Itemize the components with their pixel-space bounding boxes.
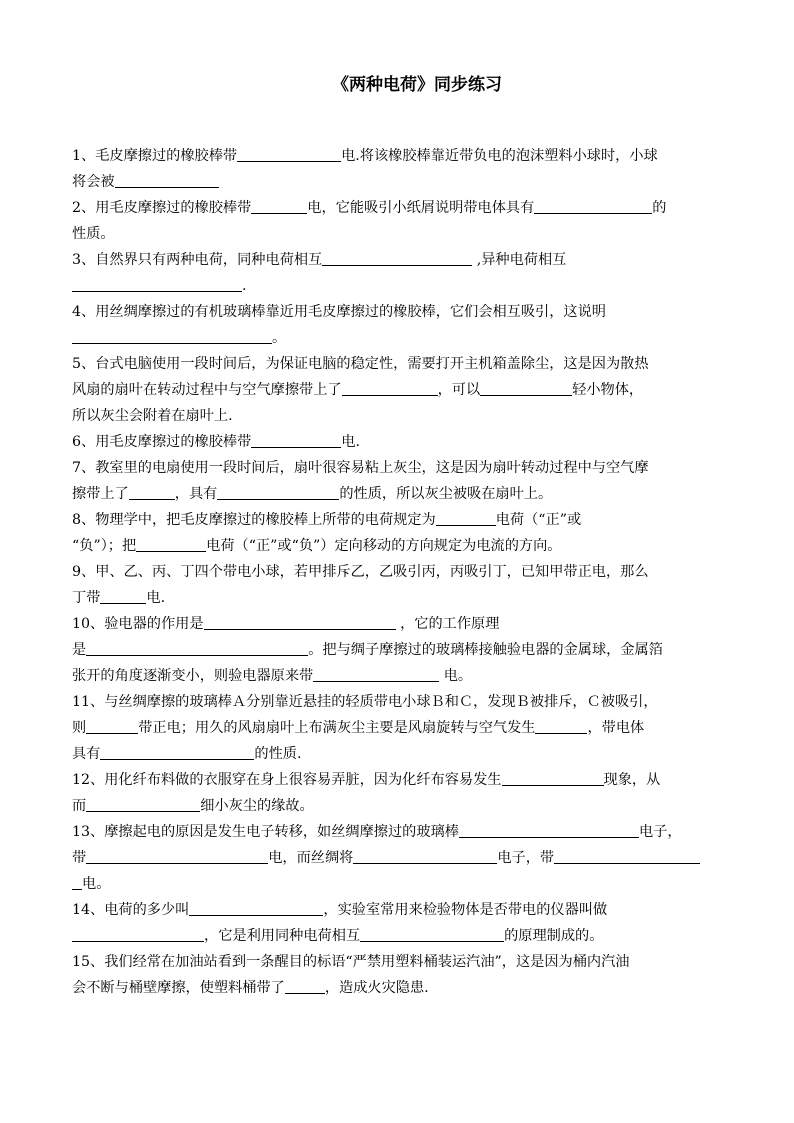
question-5	[72, 351, 738, 429]
answer-blank[interactable]	[285, 978, 325, 994]
question-line	[72, 429, 738, 455]
answer-blank[interactable]	[86, 848, 268, 864]
answer-blank[interactable]	[436, 510, 496, 526]
question-line	[72, 715, 738, 741]
question-text: 会不断与桶壁摩擦，使塑料桶带了	[72, 980, 285, 996]
question-text: 12、用化纤布料做的衣服穿在身上很容易弄脏，因为化纤布容易发生	[72, 772, 502, 788]
question-text: 电子，带	[497, 850, 555, 866]
question-3	[72, 247, 738, 299]
question-line	[72, 793, 738, 819]
answer-blank[interactable]	[72, 874, 82, 890]
question-text: 的性质.	[254, 746, 302, 762]
answer-blank[interactable]	[86, 718, 138, 734]
question-line	[72, 559, 738, 585]
question-line	[72, 299, 738, 325]
question-text: 。把与绸子摩擦过的玻璃棒接触验电器的金属球，金属箔	[308, 642, 663, 658]
question-text: 电，而丝绸将	[268, 850, 354, 866]
answer-blank[interactable]	[129, 484, 175, 500]
question-text: 电，它能吸引小纸屑说明带电体具有	[307, 200, 535, 216]
question-text: 电荷（“正”或“负”）定向移动的方向规定为电流的方向。	[206, 538, 562, 554]
question-1	[72, 143, 738, 195]
question-line	[72, 975, 738, 1001]
question-line	[72, 247, 738, 273]
question-12	[72, 767, 738, 819]
question-line	[72, 585, 738, 611]
question-line	[72, 221, 738, 247]
question-15	[72, 949, 738, 1001]
question-text: 电.将该橡胶棒靠近带负电的泡沫塑料小球时，小球	[341, 148, 658, 164]
question-line	[72, 143, 738, 169]
question-text: 将会被	[72, 174, 115, 190]
question-line	[72, 195, 738, 221]
question-line	[72, 169, 738, 195]
question-text: 8、物理学中，把毛皮摩擦过的橡胶棒上所带的电荷规定为	[72, 512, 436, 528]
question-line	[72, 767, 738, 793]
question-text: 电荷（“正”或	[495, 512, 582, 528]
question-text: 性质。	[72, 226, 115, 242]
page-title: 《两种电荷》同步练习	[332, 75, 502, 95]
question-text: 的性质，所以灰尘被吸在扇叶上。	[339, 486, 553, 502]
question-line	[72, 949, 738, 975]
answer-blank[interactable]	[353, 848, 497, 864]
question-10	[72, 611, 738, 689]
answer-blank[interactable]	[251, 198, 307, 214]
question-text: 所以灰尘会附着在扇叶上.	[72, 408, 233, 424]
question-text: 细小灰尘的缘故。	[200, 798, 314, 814]
question-line	[72, 533, 738, 559]
question-14	[72, 897, 738, 949]
answer-blank[interactable]	[115, 172, 219, 188]
question-text: 是	[72, 642, 87, 658]
question-text: 13、摩擦起电的原因是发生电子转移，如丝绸摩擦过的玻璃棒	[72, 824, 459, 840]
question-text: 2、用毛皮摩擦过的橡胶棒带	[72, 200, 252, 216]
question-text: 具有	[72, 746, 101, 762]
question-line	[72, 689, 738, 715]
question-line	[72, 923, 738, 949]
answer-blank[interactable]	[72, 328, 272, 344]
answer-blank[interactable]	[72, 926, 204, 942]
answer-blank[interactable]	[342, 380, 438, 396]
question-7	[72, 455, 738, 507]
question-text: 带	[72, 850, 87, 866]
answer-blank[interactable]	[189, 900, 323, 916]
question-line	[72, 377, 738, 403]
answer-blank[interactable]	[480, 380, 572, 396]
question-text: ，实验室常用来检验物体是否带电的仪器叫做	[323, 902, 608, 918]
question-text: 电子，	[638, 824, 682, 840]
question-line	[72, 741, 738, 767]
question-text: 1、毛皮摩擦过的橡胶棒带	[72, 148, 238, 164]
answer-blank[interactable]	[554, 848, 700, 864]
answer-blank[interactable]	[534, 198, 652, 214]
answer-blank[interactable]	[136, 536, 206, 552]
question-line	[72, 871, 738, 897]
question-text: “负”）；把	[72, 538, 137, 554]
answer-blank[interactable]	[100, 744, 254, 760]
answer-blank[interactable]	[322, 250, 472, 266]
question-text: 电.	[146, 590, 166, 606]
question-line	[72, 325, 738, 351]
question-text: 6、用毛皮摩擦过的橡胶棒带	[72, 434, 252, 450]
question-text: 的	[652, 200, 667, 216]
question-text: ，具有	[174, 486, 218, 502]
question-13	[72, 819, 738, 897]
question-text: 擦带上了	[72, 486, 129, 502]
question-text: ，它是利用同种电荷相互	[204, 928, 361, 944]
question-8	[72, 507, 738, 559]
answer-blank[interactable]	[100, 588, 146, 604]
question-11	[72, 689, 738, 767]
question-line	[72, 845, 738, 871]
answer-blank[interactable]	[237, 146, 341, 162]
question-text: 11、与丝绸摩擦的玻璃棒Ａ分别靠近悬挂的轻质带电小球Ｂ和Ｃ，发现Ｂ被排斥，Ｃ被吸引，	[72, 694, 658, 710]
question-line	[72, 403, 738, 429]
question-text: 现象，从	[603, 772, 661, 788]
question-line	[72, 819, 738, 845]
answer-blank[interactable]	[86, 640, 308, 656]
answer-blank[interactable]	[72, 276, 242, 292]
question-text: 9、甲、乙、丙、丁四个带电小球，若甲排斥乙，乙吸引丙，丙吸引丁，已知甲带正电，那么	[72, 564, 649, 580]
question-text: ，造成火灾隐患.	[324, 980, 429, 996]
question-text: 4、用丝绸摩擦过的有机玻璃棒靠近用毛皮摩擦过的橡胶棒，它们会相互吸引，这说明	[72, 304, 606, 320]
answer-blank[interactable]	[502, 770, 604, 786]
question-text: 的原理制成的。	[504, 928, 604, 944]
question-text: 10、验电器的作用是	[72, 616, 204, 632]
question-text: ，可以	[437, 382, 481, 398]
question-line	[72, 637, 738, 663]
question-text: 电.	[341, 434, 360, 450]
question-text: ,异种电荷相互	[472, 252, 567, 268]
question-text: 丁带	[72, 590, 101, 606]
question-line	[72, 611, 738, 637]
question-line	[72, 663, 738, 689]
answer-blank[interactable]	[217, 484, 339, 500]
answer-blank[interactable]	[535, 718, 587, 734]
answer-blank[interactable]	[360, 926, 504, 942]
question-text: 则	[72, 720, 87, 736]
question-6	[72, 429, 738, 455]
question-text: ，带电体	[587, 720, 645, 736]
question-line	[72, 507, 738, 533]
question-2	[72, 195, 738, 247]
question-text: 而	[72, 798, 87, 814]
question-text: 。	[272, 330, 287, 346]
question-text: ，它的工作原理	[395, 616, 500, 632]
question-line	[72, 897, 738, 923]
question-4	[72, 299, 738, 351]
question-text: 电。	[439, 668, 473, 684]
question-line	[72, 351, 738, 377]
question-list	[72, 143, 738, 1001]
question-text: 带正电；用久的风扇扇叶上布满灰尘主要是风扇旋转与空气发生	[138, 720, 536, 736]
answer-blank[interactable]	[204, 614, 396, 630]
question-text: 风扇的扇叶在转动过程中与空气摩擦带上了	[72, 382, 342, 398]
question-text: 轻小物体，	[572, 382, 644, 398]
question-text: .	[242, 278, 247, 294]
question-text: 5、台式电脑使用一段时间后，为保证电脑的稳定性，需要打开主机箱盖除尘，这是因为散热	[72, 356, 649, 372]
question-line	[72, 481, 738, 507]
question-text: 张开的角度逐渐变小，则验电器原来带	[72, 668, 314, 684]
question-text: 14、电荷的多少叫	[72, 902, 190, 918]
question-text: 7、教室里的电扇使用一段时间后，扇叶很容易粘上灰尘，这是因为扇叶转动过程中与空气摩	[72, 460, 649, 476]
answer-blank[interactable]	[86, 796, 200, 812]
question-line	[72, 455, 738, 481]
answer-blank[interactable]	[251, 432, 341, 448]
answer-blank[interactable]	[459, 822, 639, 838]
question-text: 3、自然界只有两种电荷，同种电荷相互	[72, 252, 323, 268]
question-text: 电。	[82, 876, 111, 892]
question-line	[72, 273, 738, 299]
question-9	[72, 559, 738, 611]
question-text: 15、我们经常在加油站看到一条醒目的标语“严禁用塑料桶装运汽油”，这是因为桶内汽油	[72, 954, 630, 970]
answer-blank[interactable]	[313, 666, 439, 682]
